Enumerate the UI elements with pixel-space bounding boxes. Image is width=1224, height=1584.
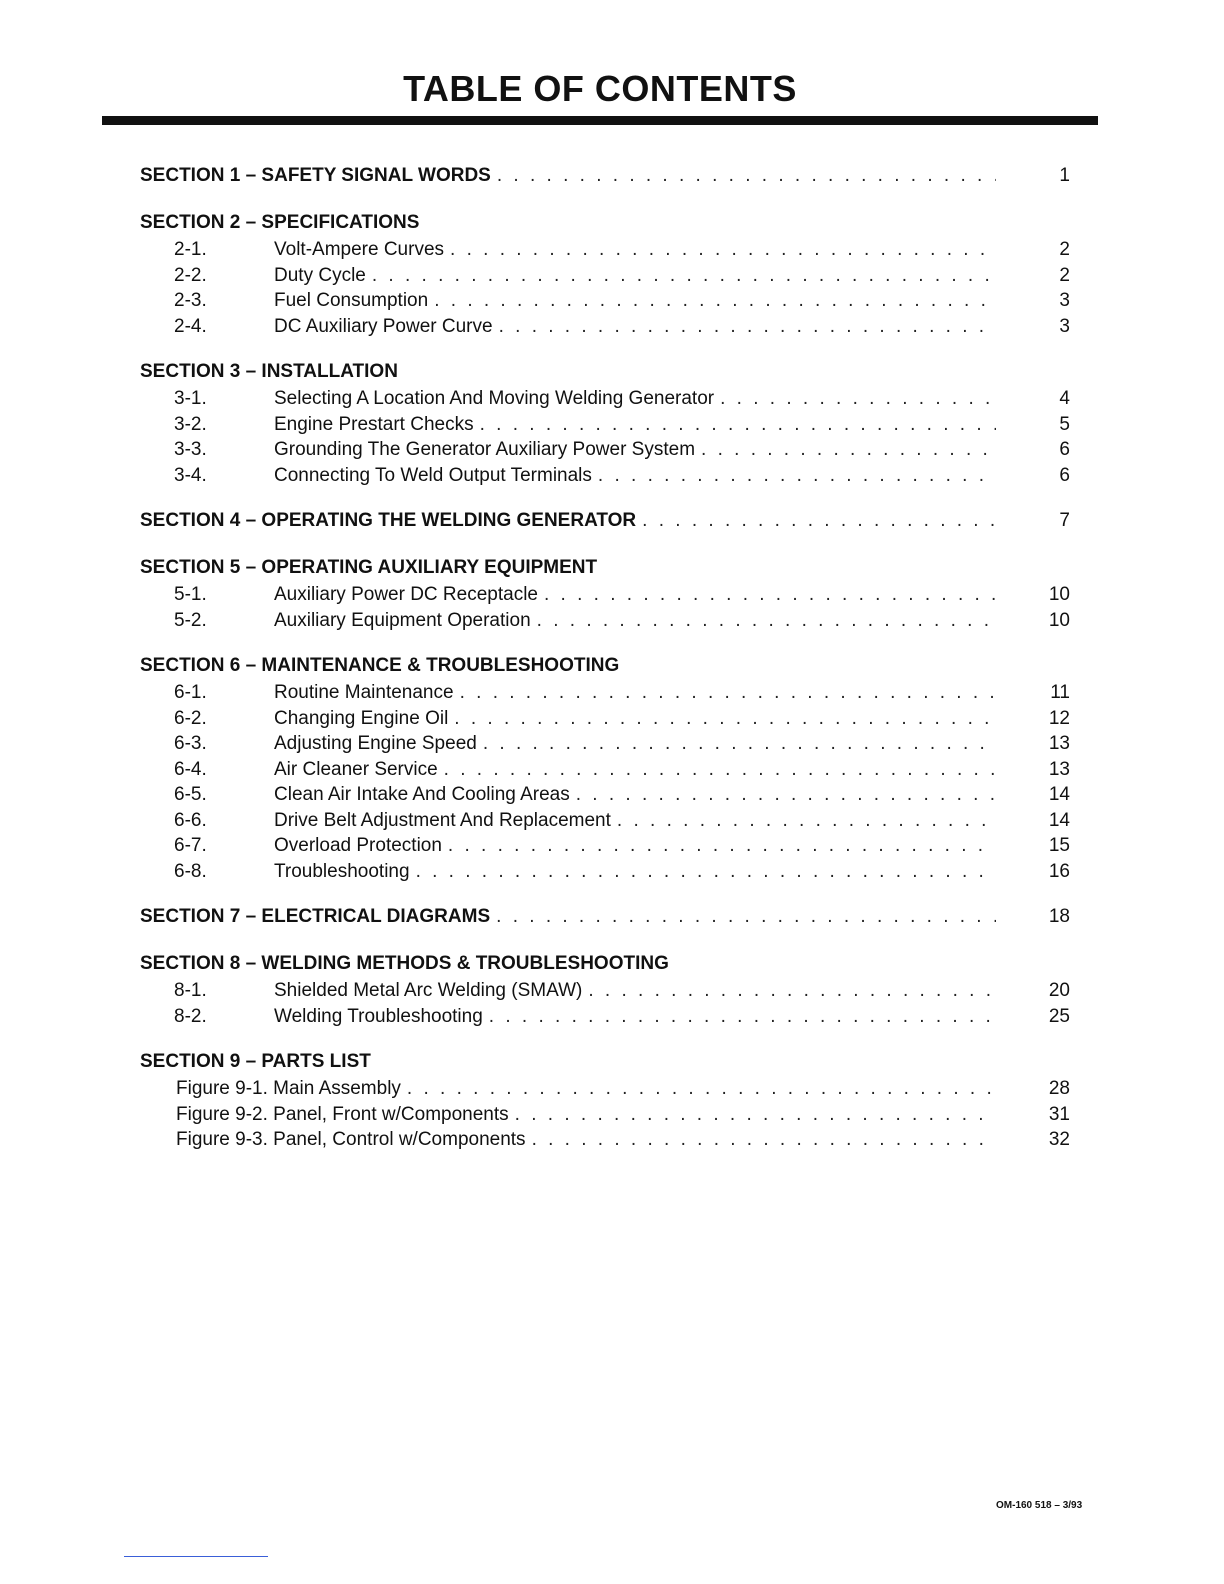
dot-leader — [434, 290, 996, 312]
page-number: 32 — [1048, 1129, 1070, 1150]
entry-number: 6-5. — [174, 784, 207, 805]
table-of-contents — [140, 165, 1070, 1155]
entry-number: 2-1. — [174, 239, 207, 260]
entry-label: Troubleshooting — [274, 860, 410, 882]
dot-leader — [372, 265, 996, 287]
entry-label: Connecting To Weld Output Terminals — [274, 464, 592, 486]
entry-label: Adjusting Engine Speed — [274, 733, 477, 754]
page-number: 7 — [1059, 510, 1070, 531]
toc-entry[interactable] — [140, 759, 1070, 785]
page-number: 15 — [1048, 835, 1070, 856]
toc-entry[interactable] — [140, 265, 1070, 291]
toc-entry[interactable] — [140, 414, 1070, 440]
section-spacer — [140, 341, 1070, 361]
toc-section-heading[interactable] — [140, 361, 1070, 388]
entry-number: 5-2. — [174, 609, 207, 631]
page-number: 4 — [1059, 388, 1070, 409]
section-title: SECTION 6 – MAINTENANCE & TROUBLESHOOTING — [140, 655, 620, 676]
toc-entry[interactable] — [140, 1078, 1070, 1104]
toc-entry[interactable] — [140, 439, 1070, 465]
dot-leader — [416, 861, 996, 883]
toc-section-heading[interactable] — [140, 165, 1070, 192]
dot-leader — [642, 510, 996, 532]
entry-label: Duty Cycle — [274, 264, 366, 286]
section-spacer — [140, 537, 1070, 557]
section-title: SECTION 1 – SAFETY SIGNAL WORDS — [140, 165, 491, 186]
dot-leader — [480, 414, 996, 436]
entry-number: 2-3. — [174, 290, 207, 311]
dot-leader — [515, 1104, 996, 1126]
toc-entry[interactable] — [140, 1104, 1070, 1130]
entry-number: 6-7. — [174, 835, 207, 856]
toc-section-heading[interactable] — [140, 1051, 1070, 1078]
dot-leader — [454, 708, 996, 730]
toc-entry[interactable] — [140, 980, 1070, 1006]
page-number: 11 — [1050, 682, 1070, 703]
dot-leader — [588, 980, 996, 1002]
toc-entry[interactable] — [140, 388, 1070, 414]
entry-number: 8-2. — [174, 1005, 207, 1027]
dot-leader — [444, 759, 996, 781]
page-number: 16 — [1048, 860, 1070, 882]
toc-entry[interactable] — [140, 584, 1070, 610]
section-spacer — [140, 192, 1070, 212]
entry-number: 6-2. — [174, 707, 207, 729]
toc-section-heading[interactable] — [140, 906, 1070, 933]
section-title: SECTION 5 – OPERATING AUXILIARY EQUIPMENT — [140, 557, 598, 578]
entry-label: Air Cleaner Service — [274, 758, 438, 780]
page-number: 5 — [1059, 413, 1070, 435]
toc-section-heading[interactable] — [140, 510, 1070, 537]
entry-number: 2-2. — [174, 264, 207, 286]
toc-section-heading[interactable] — [140, 212, 1070, 239]
divider-line — [124, 1556, 268, 1557]
entry-label: Fuel Consumption — [274, 290, 429, 311]
page-number: 18 — [1048, 906, 1070, 927]
entry-number: 6-6. — [174, 809, 207, 831]
dot-leader — [720, 388, 996, 410]
section-title: SECTION 2 – SPECIFICATIONS — [140, 212, 420, 233]
dot-leader — [537, 610, 996, 632]
toc-section-heading[interactable] — [140, 655, 1070, 682]
page-number: 10 — [1048, 609, 1070, 631]
dot-leader — [496, 906, 996, 928]
dot-leader — [448, 835, 996, 857]
entry-label: Shielded Metal Arc Welding (SMAW) — [274, 980, 583, 1001]
toc-entry[interactable] — [140, 1129, 1070, 1155]
section-spacer — [140, 933, 1070, 953]
section-title: SECTION 9 – PARTS LIST — [140, 1051, 371, 1072]
entry-label: Drive Belt Adjustment And Replacement — [274, 809, 611, 831]
entry-label: Volt-Ampere Curves — [274, 239, 445, 260]
entry-label: Figure 9-3. Panel, Control w/Components — [176, 1129, 526, 1150]
dot-leader — [407, 1078, 996, 1100]
dot-leader — [617, 810, 996, 832]
entry-number: 6-8. — [174, 860, 207, 882]
entry-label: Clean Air Intake And Cooling Areas — [274, 784, 570, 805]
toc-entry[interactable] — [140, 239, 1070, 265]
page-number: 2 — [1059, 264, 1070, 286]
entry-label: DC Auxiliary Power Curve — [274, 315, 493, 337]
dot-leader — [483, 733, 996, 755]
entry-label: Figure 9-2. Panel, Front w/Components — [176, 1103, 509, 1125]
entry-number: 6-3. — [174, 733, 207, 754]
entry-number: 6-4. — [174, 758, 207, 780]
dot-leader — [532, 1129, 996, 1151]
section-spacer — [140, 490, 1070, 510]
toc-entry[interactable] — [140, 316, 1070, 342]
dot-leader — [576, 784, 996, 806]
entry-label: Routine Maintenance — [274, 682, 454, 703]
entry-number: 8-1. — [174, 980, 207, 1001]
page-number: 2 — [1059, 239, 1070, 260]
page-number: 25 — [1048, 1005, 1070, 1027]
entry-number: 3-3. — [174, 439, 207, 460]
entry-number: 3-2. — [174, 413, 207, 435]
section-title: SECTION 8 – WELDING METHODS & TROUBLESHOOTING — [140, 953, 669, 974]
page-number: 13 — [1048, 733, 1070, 754]
page-number: 3 — [1059, 315, 1070, 337]
entry-label: Auxiliary Equipment Operation — [274, 609, 531, 631]
dot-leader — [598, 465, 996, 487]
section-title: SECTION 7 – ELECTRICAL DIAGRAMS — [140, 906, 491, 927]
toc-section-heading[interactable] — [140, 953, 1070, 980]
toc-entry[interactable] — [140, 465, 1070, 491]
page-number: 10 — [1048, 584, 1070, 605]
page-number: 20 — [1048, 980, 1070, 1001]
section-title: SECTION 3 – INSTALLATION — [140, 361, 398, 382]
entry-number: 2-4. — [174, 315, 207, 337]
page-number: 6 — [1059, 464, 1070, 486]
toc-entry[interactable] — [140, 708, 1070, 734]
section-title: SECTION 4 – OPERATING THE WELDING GENERATOR — [140, 510, 637, 531]
dot-leader — [701, 439, 996, 461]
page-number: 13 — [1048, 758, 1070, 780]
page-title: TABLE OF CONTENTS — [403, 68, 797, 109]
dot-leader — [497, 165, 996, 187]
entry-label: Selecting A Location And Moving Welding Generator — [274, 388, 715, 409]
entry-number: 3-4. — [174, 464, 207, 486]
entry-label: Changing Engine Oil — [274, 707, 449, 729]
section-spacer — [140, 635, 1070, 655]
page-number: 1 — [1059, 165, 1070, 186]
entry-number: 3-1. — [174, 388, 207, 409]
entry-label: Welding Troubleshooting — [274, 1005, 483, 1027]
dot-leader — [450, 239, 996, 261]
page-number: 28 — [1048, 1078, 1070, 1099]
page-number: 14 — [1048, 809, 1070, 831]
page-number: 6 — [1059, 439, 1070, 460]
page-number: 14 — [1048, 784, 1070, 805]
toc-section-heading[interactable] — [140, 557, 1070, 584]
section-spacer — [140, 886, 1070, 906]
entry-label: Auxiliary Power DC Receptacle — [274, 584, 538, 605]
toc-entry[interactable] — [140, 733, 1070, 759]
entry-number: 5-1. — [174, 584, 207, 605]
entry-label: Grounding The Generator Auxiliary Power System — [274, 439, 696, 460]
toc-entry[interactable] — [140, 1006, 1070, 1032]
entry-label: Engine Prestart Checks — [274, 413, 474, 435]
toc-entry[interactable] — [140, 861, 1070, 887]
toc-entry[interactable] — [140, 810, 1070, 836]
entry-label: Overload Protection — [274, 835, 442, 856]
toc-entry[interactable] — [140, 682, 1070, 708]
entry-label: Figure 9-1. Main Assembly — [176, 1078, 401, 1099]
dot-leader — [460, 682, 996, 704]
dot-leader — [489, 1006, 996, 1028]
toc-entry[interactable] — [140, 835, 1070, 861]
toc-entry[interactable] — [140, 290, 1070, 316]
page-number: 12 — [1048, 707, 1070, 729]
toc-entry[interactable] — [140, 610, 1070, 636]
page-number: 3 — [1059, 290, 1070, 311]
document-number: OM-160 518 – 3/93 — [996, 1500, 1083, 1511]
entry-number: 6-1. — [174, 682, 207, 703]
section-spacer — [140, 1031, 1070, 1051]
page-number: 31 — [1048, 1103, 1070, 1125]
dot-leader — [544, 584, 996, 606]
title-rule — [102, 116, 1098, 125]
dot-leader — [499, 316, 996, 338]
toc-entry[interactable] — [140, 784, 1070, 810]
